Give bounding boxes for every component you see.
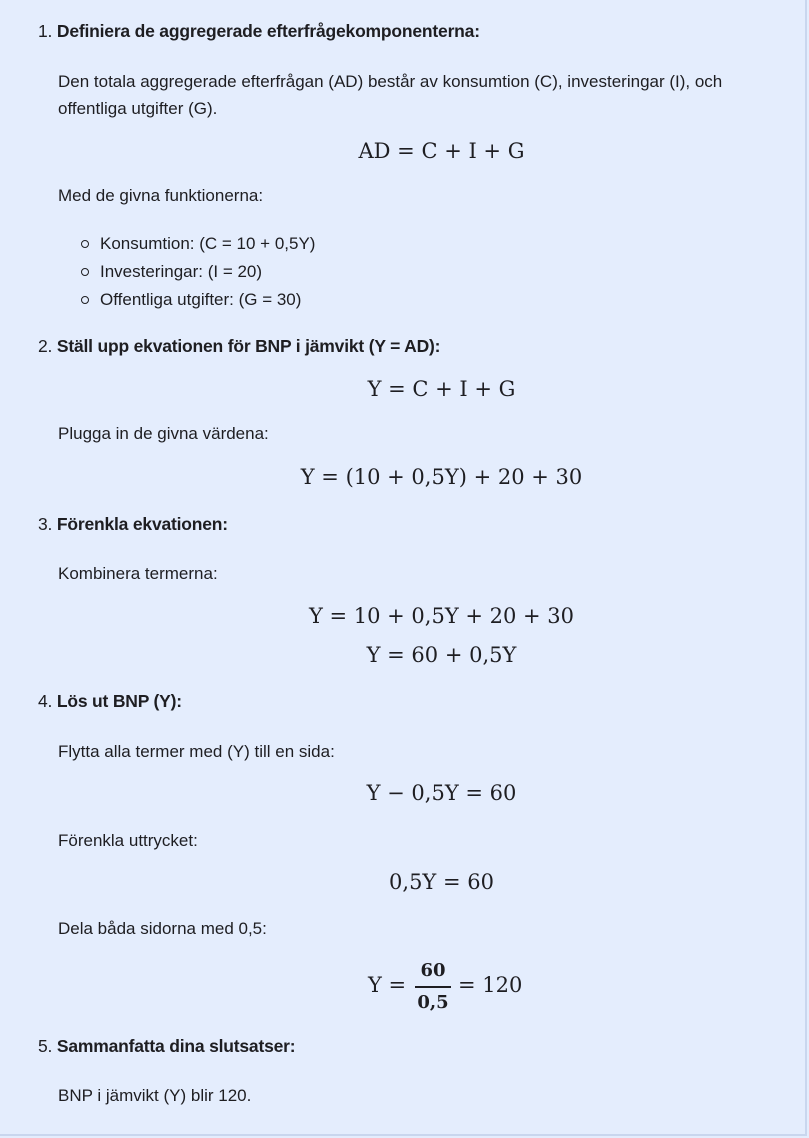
- equation-combined: Y = 10 + 0,5Y + 20 + 30: [308, 604, 575, 628]
- step-number: 5.: [38, 1036, 53, 1056]
- fraction-numerator: 60: [420, 960, 446, 981]
- equation-half-y: 0,5Y = 60: [389, 870, 494, 894]
- simplify-label: Förenkla uttrycket:: [58, 831, 198, 850]
- fraction-rhs: = 120: [458, 973, 523, 997]
- step-5-heading: [38, 1036, 295, 1057]
- step-title: Definiera de aggregerade efterfrågekomponenterna:: [56, 21, 480, 41]
- equation-plugged: Y = (10 + 0,5Y) + 20 + 30: [300, 465, 583, 489]
- bullet-consumption: Konsumtion: (C = 10 + 0,5Y): [100, 234, 315, 254]
- conclusion: BNP i jämvikt (Y) blir 120.: [58, 1086, 252, 1105]
- step-title: Sammanfatta dina slutsatser:: [56, 1036, 296, 1056]
- bullet-investment: Investeringar: (I = 20): [100, 262, 262, 282]
- equation-y-components: Y = C + I + G: [367, 377, 516, 401]
- bullet-government: Offentliga utgifter: (G = 30): [100, 290, 301, 310]
- bullet-icon: [81, 296, 89, 304]
- step-2-heading: [38, 336, 440, 357]
- step-number: 2.: [38, 336, 53, 356]
- step-title: Lös ut BNP (Y):: [56, 691, 182, 711]
- combine-label: Kombinera termerna:: [58, 564, 218, 583]
- step-1-intro: Den totala aggregerade efterfrågan (AD) består av konsumtion (C), investeringar (I), och offentliga utgifter (G).: [58, 72, 723, 118]
- step-3-heading: [38, 514, 228, 535]
- step-1-heading: [38, 21, 480, 42]
- divide-label: Dela båda sidorna med 0,5:: [58, 919, 267, 938]
- step-title: Ställ upp ekvationen för BNP i jämvikt (Y = AD):: [56, 336, 441, 356]
- bullet-icon: [81, 268, 89, 276]
- move-label: Flytta alla termer med (Y) till en sida:: [58, 742, 335, 761]
- step-title: Förenkla ekvationen:: [56, 514, 228, 534]
- plug-label: Plugga in de givna värdena:: [58, 424, 269, 443]
- bullet-icon: [81, 240, 89, 248]
- fraction: [415, 960, 451, 1013]
- step-number: 1.: [38, 21, 53, 41]
- fraction-lhs: Y =: [368, 973, 407, 997]
- equation-simplified: Y = 60 + 0,5Y: [366, 643, 517, 667]
- functions-label: Med de givna funktionerna:: [58, 186, 264, 205]
- fraction-denominator: 0,5: [417, 991, 449, 1013]
- equation-moved: Y − 0,5Y = 60: [366, 781, 517, 805]
- step-4-heading: [38, 691, 182, 712]
- fraction-bar: [415, 986, 451, 988]
- step-number: 3.: [38, 514, 53, 534]
- step-number: 4.: [38, 691, 53, 711]
- equation-ad: AD = C + I + G: [358, 139, 525, 163]
